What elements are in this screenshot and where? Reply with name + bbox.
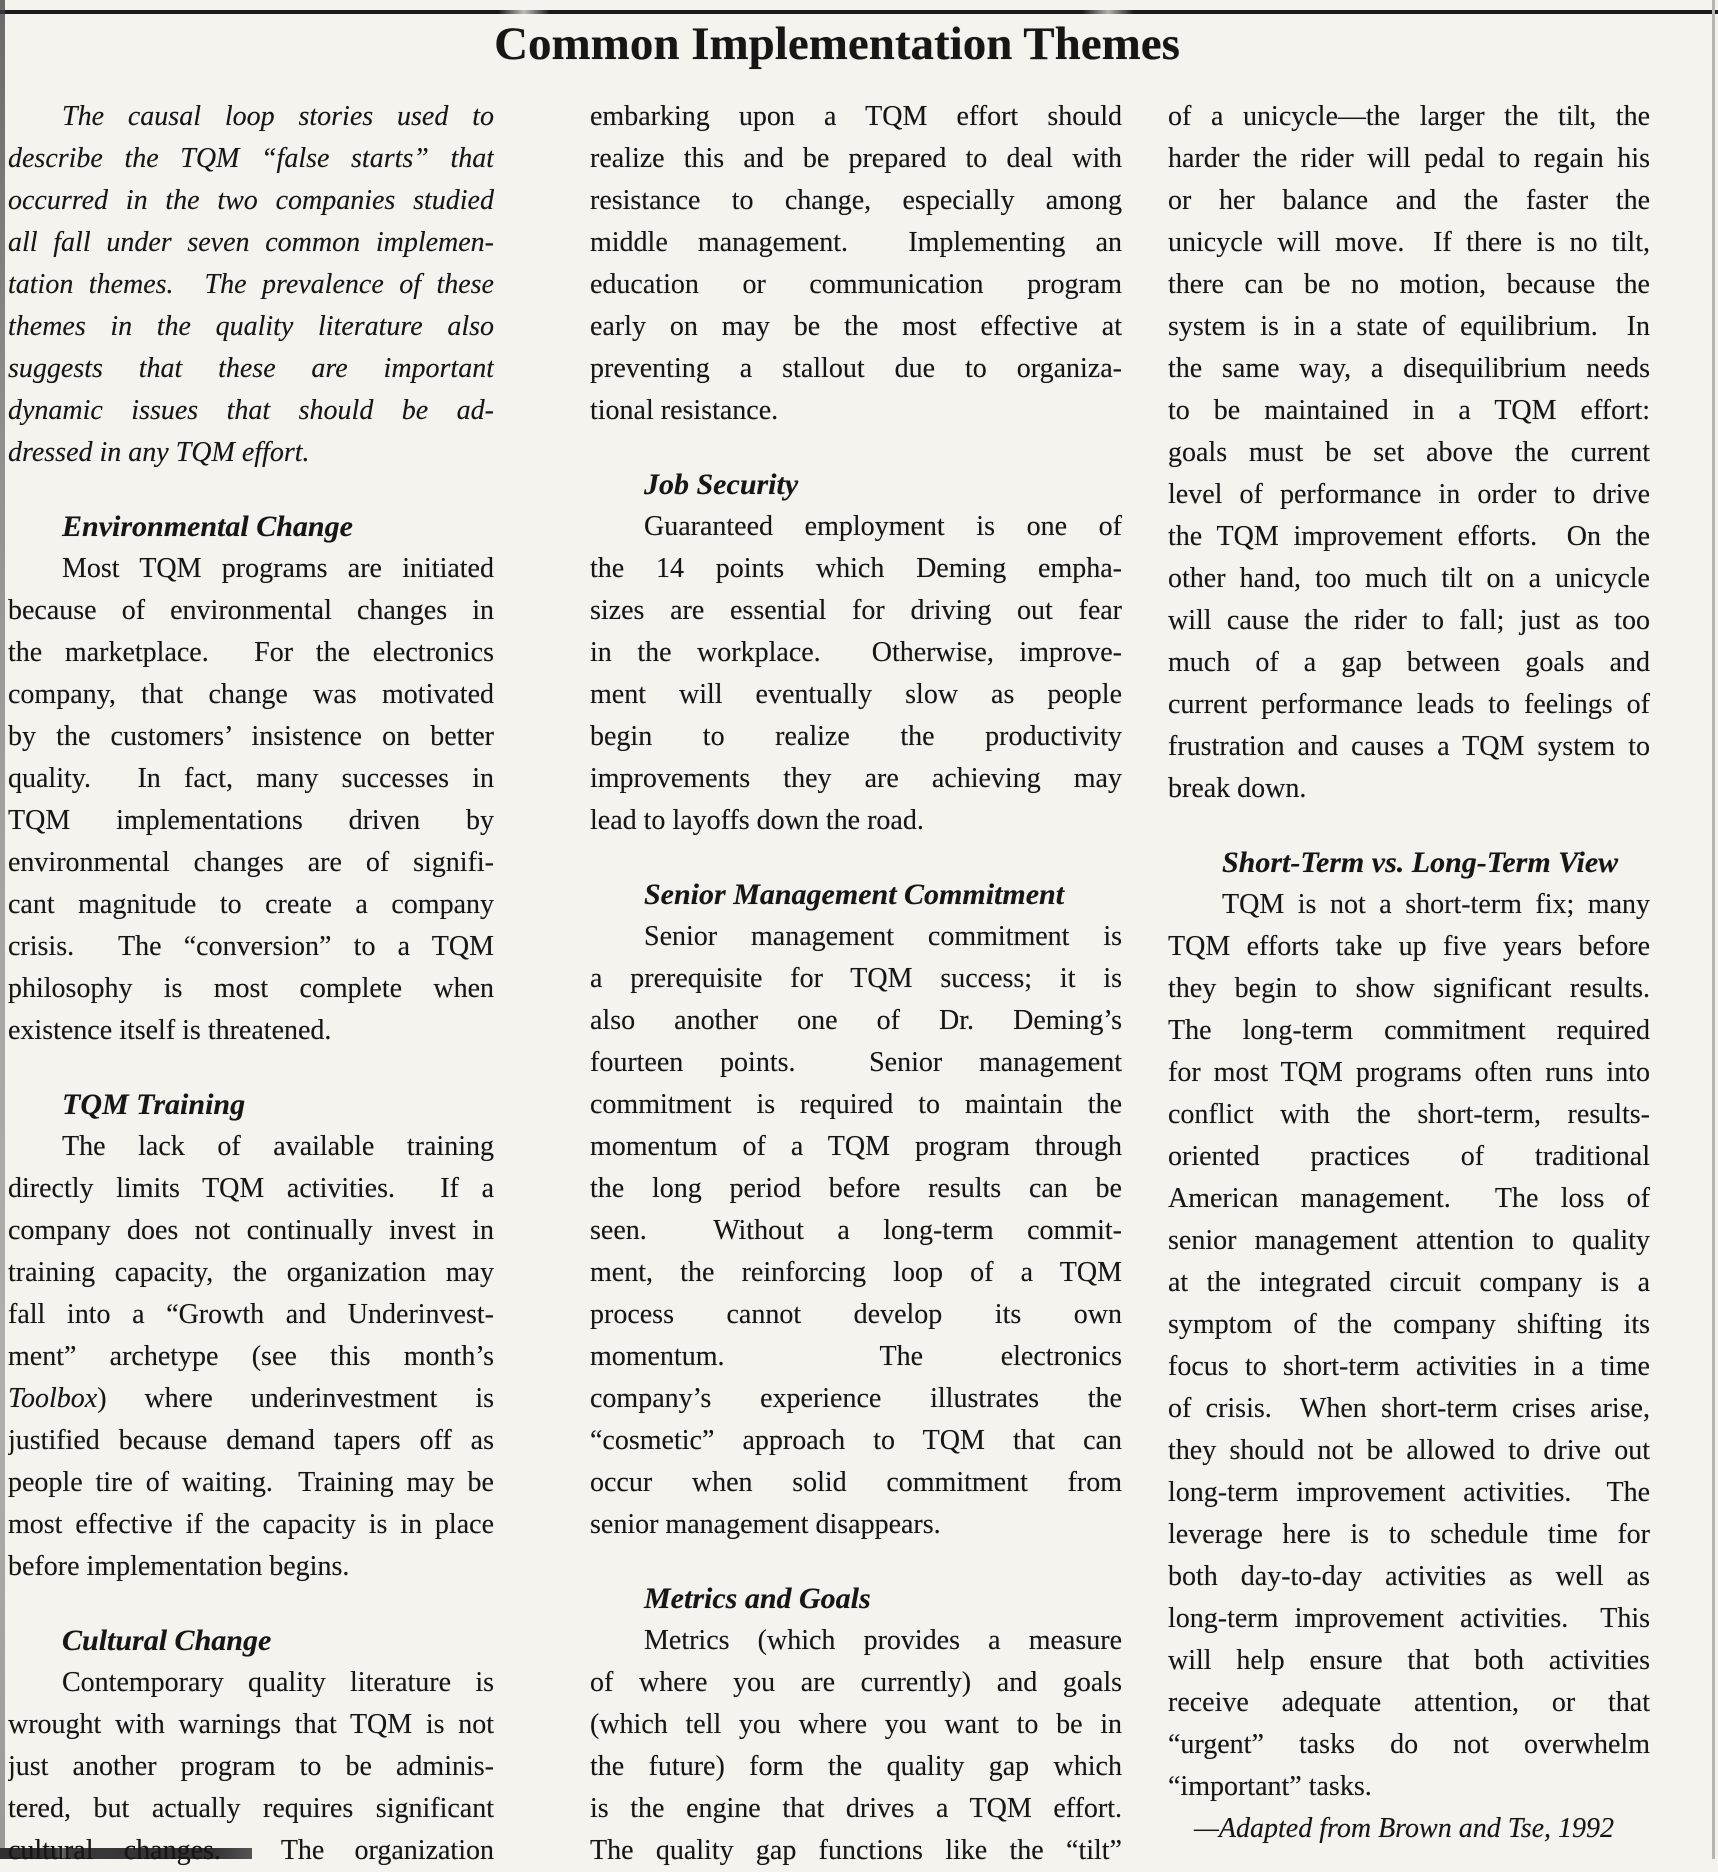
text-line: Most TQM programs are initiated [62, 553, 494, 584]
text-line: ment, the reinforcing loop of a TQM [590, 1257, 1122, 1288]
text-line: embarking upon a TQM effort should [590, 101, 1122, 132]
text-line: The long-term commitment required [1168, 1015, 1650, 1046]
text-line: —Adapted from Brown and Tse, 1992 [1194, 1813, 1615, 1844]
scan-left-edge-artifact [0, 0, 5, 1859]
text-line: oriented practices of traditional [1168, 1141, 1650, 1172]
text-line: most effective if the capacity is in place [8, 1509, 494, 1540]
text-line: momentum of a TQM program through [590, 1131, 1122, 1162]
paragraph [590, 506, 1122, 842]
paragraph [590, 96, 1122, 432]
text-line: current performance leads to feelings of [1168, 689, 1650, 720]
text-line: ment” archetype (see this month’s [8, 1341, 494, 1372]
text-line: crisis. The “conversion” to a TQM [8, 931, 494, 962]
text-line: dynamic issues that should be ad- [8, 395, 494, 426]
text-line: also another one of Dr. Deming’s [590, 1005, 1122, 1036]
text-line: symptom of the company shifting its [1168, 1309, 1650, 1340]
text-line: philosophy is most complete when [8, 973, 494, 1004]
text-line: in the workplace. Otherwise, improve- [590, 637, 1122, 668]
paragraph [8, 1662, 494, 1872]
text-line: “urgent” tasks do not overwhelm [1168, 1729, 1650, 1760]
text-line: long-term improvement activities. This [1168, 1603, 1650, 1634]
text-line: the future) form the quality gap which [590, 1751, 1122, 1782]
text-line: directly limits TQM activities. If a [8, 1173, 494, 1204]
text-line: before implementation begins. [8, 1551, 350, 1582]
text-line: there can be no motion, because the [1168, 269, 1650, 300]
paragraph [1168, 96, 1650, 810]
text-line: TQM efforts take up five years before [1168, 931, 1650, 962]
text-line: frustration and causes a TQM system to [1168, 731, 1650, 762]
text-line: lead to layoffs down the road. [590, 805, 924, 836]
text-line: harder the rider will pedal to regain his [1168, 143, 1650, 174]
text-line: “important” tasks. [1168, 1771, 1372, 1802]
text-line: momentum. The electronics [590, 1341, 1122, 1372]
text-line: because of environmental changes in [8, 595, 494, 626]
text-line: early on may be the most effective at [590, 311, 1122, 342]
text-line: realize this and be prepared to deal with [590, 143, 1122, 174]
paragraph [8, 548, 494, 1052]
text-line: of where you are currently) and goals [590, 1667, 1122, 1698]
text-line: themes in the quality literature also [8, 311, 494, 342]
text-line: conflict with the short-term, results- [1168, 1099, 1650, 1130]
text-line: fall into a “Growth and Underinvest- [8, 1299, 494, 1330]
text-line: process cannot develop its own [590, 1299, 1122, 1330]
text-line: of a unicycle—the larger the tilt, the [1168, 101, 1650, 132]
text-line: goals must be set above the current [1168, 437, 1650, 468]
text-line: Guaranteed employment is one of [644, 511, 1122, 542]
text-line: company’s experience illustrates the [590, 1383, 1122, 1414]
text-line: the same way, a disequilibrium needs [1168, 353, 1650, 384]
text-line: ment will eventually slow as people [590, 679, 1122, 710]
section-heading: Job Security [644, 468, 799, 501]
text-line: wrought with warnings that TQM is not [8, 1709, 494, 1740]
text-line: American management. The loss of [1168, 1183, 1650, 1214]
text-line: company, that change was motivated [8, 679, 494, 710]
text-line: much of a gap between goals and [1168, 647, 1650, 678]
paragraph [8, 96, 494, 474]
text-line: they begin to show significant results. [1168, 973, 1650, 1004]
text-line: company does not continually invest in [8, 1215, 494, 1246]
text-line: to be maintained in a TQM effort: [1168, 395, 1650, 426]
italic-term: Toolbox [8, 1383, 98, 1414]
text-line: The lack of available training [62, 1131, 494, 1162]
section-heading: Short-Term vs. Long-Term View [1222, 846, 1619, 879]
text-line: by the customers’ insistence on better [8, 721, 494, 752]
text-line: they should not be allowed to drive out [1168, 1435, 1650, 1466]
text-line: The quality gap functions like the “tilt” [590, 1835, 1122, 1866]
text-line: training capacity, the organization may [8, 1257, 494, 1288]
paragraph [590, 916, 1122, 1546]
text-line: tional resistance. [590, 395, 779, 426]
text-line: resistance to change, especially among [590, 185, 1122, 216]
text-line: fourteen points. Senior management [590, 1047, 1122, 1078]
text-line: system is in a state of equilibrium. In [1168, 311, 1650, 342]
paragraph [1168, 884, 1650, 1808]
text-line: tation themes. The prevalence of these [8, 269, 494, 300]
text-line: seen. Without a long-term commit- [590, 1215, 1122, 1246]
text-line: The causal loop stories used to [62, 101, 494, 132]
text-line: focus to short-term activities in a time [1168, 1351, 1650, 1382]
text-line: leverage here is to schedule time for [1168, 1519, 1650, 1550]
text-line: commitment is required to maintain the [590, 1089, 1122, 1120]
text-line: suggests that these are important [8, 353, 494, 384]
text-line: “cosmetic” approach to TQM that can [590, 1425, 1122, 1456]
text-line: Senior management commitment is [644, 921, 1122, 952]
text-line: TQM implementations driven by [8, 805, 494, 836]
text-line: receive adequate attention, or that [1168, 1687, 1650, 1718]
text-line: the TQM improvement efforts. On the [1168, 521, 1650, 552]
text-line: Metrics (which provides a measure [644, 1625, 1122, 1656]
text-line: (which tell you where you want to be in [590, 1709, 1122, 1740]
text-line: tered, but actually requires significant [8, 1793, 494, 1824]
text-line: the 14 points which Deming empha- [590, 553, 1122, 584]
text-line: both day-to-day activities as well as [1168, 1561, 1650, 1592]
text-line: occurred in the two companies studied [8, 185, 494, 216]
paragraph [590, 1620, 1122, 1872]
text-line: other hand, too much tilt on a unicycle [1168, 563, 1650, 594]
text-line: just another program to be adminis- [8, 1751, 494, 1782]
top-rule [0, 10, 1718, 14]
section-heading: Senior Management Commitment [644, 878, 1065, 911]
text-column-3 [1168, 96, 1650, 1850]
text-line: senior management disappears. [590, 1509, 941, 1540]
scan-right-edge-artifact [1712, 0, 1715, 1859]
text-line: will help ensure that both activities [1168, 1645, 1650, 1676]
text-column-1 [8, 96, 494, 1872]
text-line: sizes are essential for driving out fear [590, 595, 1122, 626]
text-column-2 [590, 96, 1122, 1872]
text-line: environmental changes are of signifi- [8, 847, 494, 878]
paragraph [8, 1126, 494, 1588]
text-line: a prerequisite for TQM success; it is [590, 963, 1122, 994]
text-line: middle management. Implementing an [590, 227, 1122, 258]
text-line: senior management attention to quality [1168, 1225, 1650, 1256]
text-line: at the integrated circuit company is a [1168, 1267, 1650, 1298]
text-line: all fall under seven common implemen- [8, 227, 494, 258]
text-line: the marketplace. For the electronics [8, 637, 494, 668]
section-heading: TQM Training [62, 1088, 246, 1121]
text-line: for most TQM programs often runs into [1168, 1057, 1650, 1088]
text-line: describe the TQM “false starts” that [8, 143, 494, 174]
text-line: break down. [1168, 773, 1307, 804]
text-line: will cause the rider to fall; just as too [1168, 605, 1650, 636]
text-line: cultural changes. The organization [8, 1835, 494, 1866]
text-line: cant magnitude to create a company [8, 889, 494, 920]
page-title: Common Implementation Themes [494, 18, 1180, 70]
text-line: justified because demand tapers off as [8, 1425, 494, 1456]
section-heading: Metrics and Goals [644, 1582, 871, 1615]
text-line: is the engine that drives a TQM effort. [590, 1793, 1122, 1824]
text-line: Contemporary quality literature is [62, 1667, 494, 1698]
text-line: unicycle will move. If there is no tilt, [1168, 227, 1650, 258]
text-line: quality. In fact, many successes in [8, 763, 494, 794]
text-line: dressed in any TQM effort. [8, 437, 310, 468]
text-line: education or communication program [590, 269, 1122, 300]
section-heading: Environmental Change [62, 510, 353, 543]
text-line: of crisis. When short-term crises arise, [1168, 1393, 1650, 1424]
text-line: or her balance and the faster the [1168, 185, 1650, 216]
text-line: people tire of waiting. Training may be [8, 1467, 494, 1498]
text-line: level of performance in order to drive [1168, 479, 1650, 510]
text-line: existence itself is threatened. [8, 1015, 332, 1046]
text-line: Toolbox) where underinvestment is [8, 1383, 494, 1414]
text-line: begin to realize the productivity [590, 721, 1122, 752]
text-line: long-term improvement activities. The [1168, 1477, 1650, 1508]
section-heading: Cultural Change [62, 1624, 272, 1657]
text-line: improvements they are achieving may [590, 763, 1122, 794]
text-line: TQM is not a short-term fix; many [1222, 889, 1650, 920]
text-line: the long period before results can be [590, 1173, 1122, 1204]
attribution [1168, 1808, 1650, 1850]
text-line: occur when solid commitment from [590, 1467, 1122, 1498]
text-line: preventing a stallout due to organiza- [590, 353, 1122, 384]
